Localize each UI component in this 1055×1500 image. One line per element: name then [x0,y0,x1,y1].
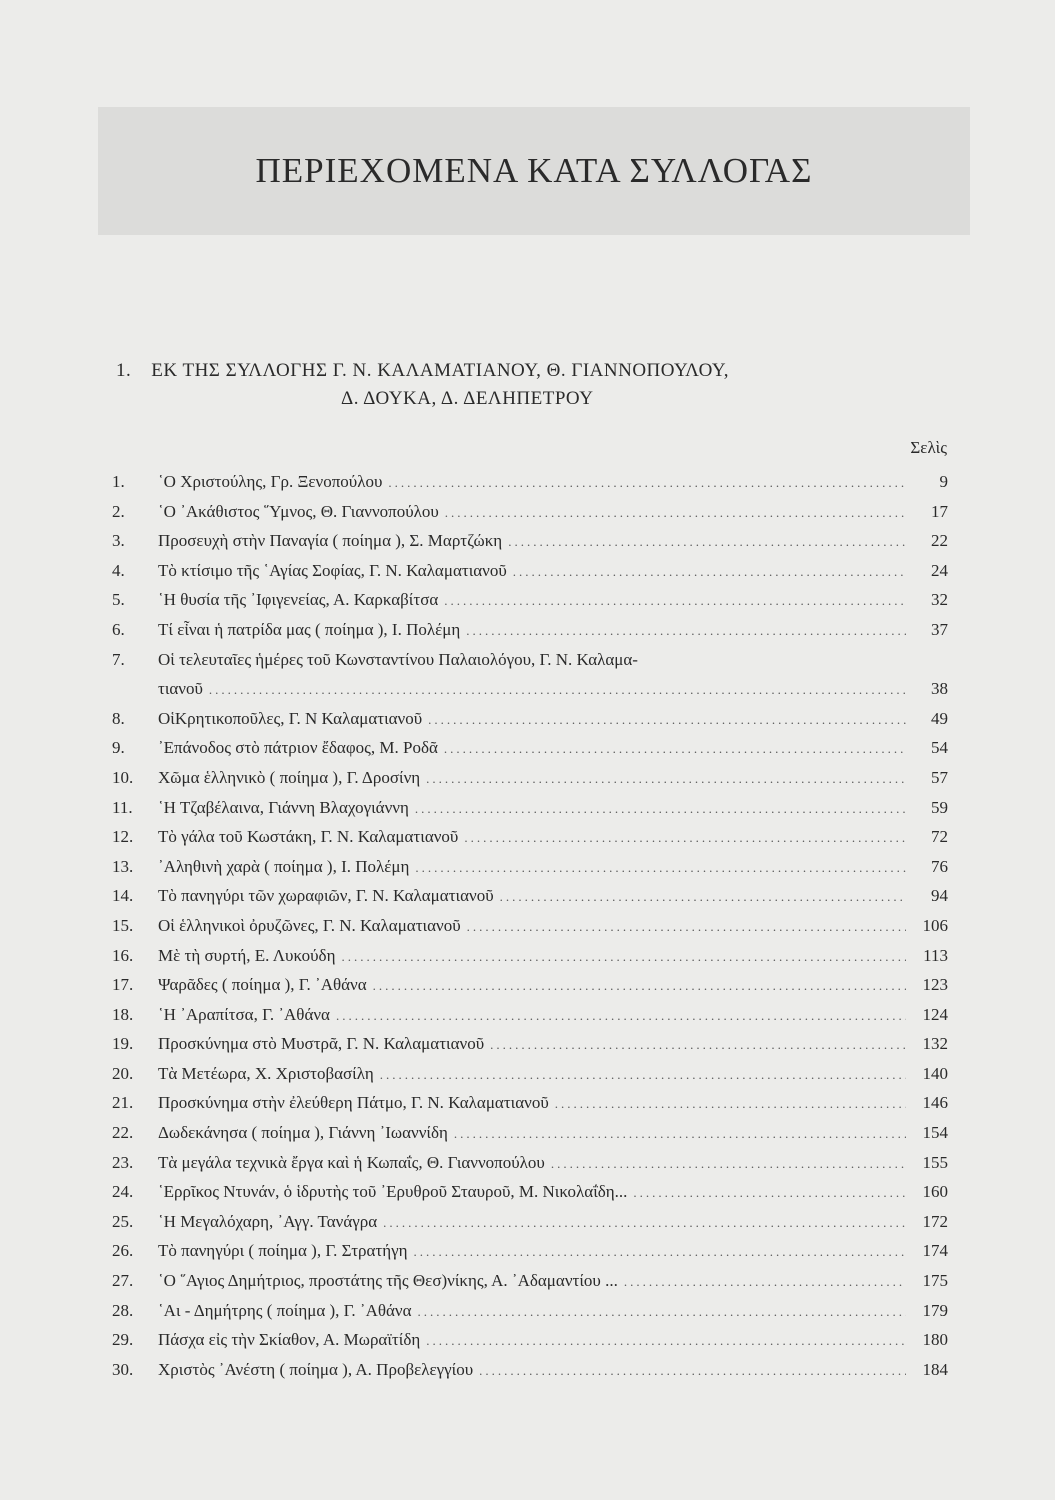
toc-entry-title: Τὸ γάλα τοῦ Κωστάκη, Γ. Ν. Καλαματιανοῦ [158,827,459,847]
toc-entry-page: 22 [931,531,948,551]
toc-entry-page: 174 [922,1241,948,1261]
toc-entry [112,1355,948,1385]
toc-entry-number: 14. [112,886,134,906]
toc-entry [112,852,948,882]
toc-entry [112,911,948,941]
toc-entry [112,1059,948,1089]
toc-entry-title: ῾Ο ᾿Ακάθιστος ῞Υμνος, Θ. Γιαννοπούλου [158,501,439,521]
dot-leader [466,616,906,646]
toc-entry-title-continued: τιανοῦ [158,679,203,699]
toc-entry-page: 9 [939,472,948,491]
dot-leader [479,1356,906,1386]
toc-entry-number: 21. [112,1093,134,1113]
toc-entry [112,1088,948,1118]
toc-entry-number: 24. [112,1182,134,1202]
toc-entry-number: 17. [112,975,134,995]
toc-entry-page: 132 [922,1034,948,1054]
toc-entry-page: 175 [922,1271,948,1291]
dot-leader [454,1119,906,1149]
toc-entry-number: 1. [112,472,125,491]
toc-entry-number: 12. [112,827,134,847]
toc-entry-title: Χριστὸς ᾿Ανέστη ( ποίημα ), Α. Προβελεγγίου [158,1359,474,1379]
toc-entry-number: 27. [112,1271,134,1291]
toc-list [112,467,948,1384]
toc-entry-page: 146 [922,1093,948,1113]
dot-leader [464,823,906,853]
toc-entry [112,793,948,823]
toc-entry-title: ᾿Επάνοδος στὸ πάτριον ἔδαφος, Μ. Ροδᾶ [158,738,438,758]
toc-entry [112,881,948,911]
toc-entry-title: ῾Η θυσία τῆς ᾿Ιφιγενείας, Α. Καρκαβίτσα [158,590,439,610]
toc-entry-number: 11. [112,797,133,817]
toc-entry-title: ῾Ο ῞Αγιος Δημήτριος, προστάτης τῆς Θεσ)νίκης, Α. ᾿Αδαμαντίου ... [158,1271,618,1291]
toc-entry-title: Χῶμα ἑλληνικὸ ( ποίημα ), Γ. Δροσίνη [158,767,421,787]
toc-entry [112,733,948,763]
toc-entry-title: Οἱ τελευταῖες ἡμέρες τοῦ Κωνσταντίνου Παλαιολόγου, Γ. Ν. Καλαμα- [158,649,638,669]
toc-entry-continuation [112,674,948,704]
dot-leader [373,971,906,1001]
toc-entry-page: 123 [922,975,948,995]
toc-entry-number: 18. [112,1004,134,1024]
toc-entry-number: 8. [112,708,125,728]
toc-entry [112,1296,948,1326]
toc-entry-page: 38 [931,679,948,699]
dot-leader [428,705,906,735]
toc-entry [112,497,948,527]
toc-entry-title: ῾Η ᾿Αραπίτσα, Γ. ᾿Αθάνα [158,1004,330,1024]
toc-entry-number: 15. [112,915,134,935]
toc-entry-title: Τὸ πανηγύρι τῶν χωραφιῶν, Γ. Ν. Καλαματιανοῦ [158,886,494,906]
toc-entry-number: 9. [112,738,125,758]
dot-leader [444,734,906,764]
toc-entry-number: 30. [112,1359,134,1379]
toc-entry [112,1000,948,1030]
toc-entry-page: 54 [931,738,948,758]
toc-entry-number: 16. [112,945,134,965]
toc-entry [112,645,948,675]
dot-leader [383,1208,906,1238]
toc-entry-page: 57 [931,767,948,787]
toc-entry [112,1148,948,1178]
toc-entry-page: 160 [922,1182,948,1202]
toc-entry-title: ῾Η Τζαβέλαινα, Γιάννη Βλαχογιάννη [158,797,409,817]
toc-entry-title: Δωδεκάνησα ( ποίημα ), Γιάννη ᾿Ιωαννίδη [158,1123,448,1143]
toc-entry-title: Προσευχὴ στὴν Παναγία ( ποίημα ), Σ. Μαρτζώκη [158,531,503,551]
toc-entry-number: 10. [112,767,134,787]
dot-leader [388,468,906,498]
dot-leader [415,794,906,824]
toc-entry-page: 124 [922,1004,948,1024]
dot-leader [418,1297,906,1327]
toc-entry-page: 154 [922,1123,948,1143]
toc-entry-title: ῾Ερρῖκος Ντυνάν, ὁ ἱδρυτὴς τοῦ ᾿Ερυθροῦ Σταυροῦ, Μ. Νικολαΐδη... [158,1182,628,1202]
dot-leader [555,1089,906,1119]
dot-leader [500,882,906,912]
toc-entry-title: ῾Η Μεγαλόχαρη, ᾿Αγγ. Τανάγρα [158,1211,378,1231]
toc-entry-page: 24 [931,560,948,580]
toc-entry-page: 179 [922,1300,948,1320]
toc-entry-page: 72 [931,827,948,847]
section-heading-line2: Δ. ΔΟΥΚΑ, Δ. ΔΕΛΗΠΕΤΡΟΥ [341,388,594,409]
toc-entry-title: ῾Ο Χριστούλης, Γρ. Ξενοπούλου [158,472,383,491]
toc-entry-page: 49 [931,708,948,728]
toc-entry [112,556,948,586]
toc-entry-page: 32 [931,590,948,610]
toc-entry-title: Τὰ μεγάλα τεχνικὰ ἔργα καὶ ἡ Κωπαΐς, Θ. Γιαννοπούλου [158,1152,545,1172]
toc-entry-number: 4. [112,560,125,580]
section-heading-line1: ΕΚ ΤΗΣ ΣΥΛΛΟΓΗΣ Γ. Ν. ΚΑΛΑΜΑΤΙΑΝΟΥ, Θ. ΓΙΑΝΝΟΠΟΥΛΟΥ, [151,360,729,381]
dot-leader [341,942,906,972]
toc-entry-page: 180 [922,1330,948,1350]
section-number: 1. [116,360,132,381]
toc-entry-number: 6. [112,619,125,639]
toc-entry [112,1325,948,1355]
toc-entry [112,763,948,793]
toc-entry-page: 17 [931,501,948,521]
toc-entry-page: 37 [931,619,948,639]
toc-entry-page: 155 [922,1152,948,1172]
toc-entry-page: 140 [922,1063,948,1083]
toc-entry-title: Τί εἶναι ἡ πατρίδα μας ( ποίημα ), Ι. Πολέμη [158,619,461,639]
toc-entry-title: ᾿Αληθινὴ χαρὰ ( ποίημα ), Ι. Πολέμη [158,856,410,876]
toc-entry-page: 113 [923,945,948,965]
dot-leader [624,1267,906,1297]
toc-entry [112,585,948,615]
toc-entry-number: 28. [112,1300,134,1320]
page-column-label: Σελὶς [910,438,947,457]
toc-entry-title: Μὲ τὴ συρτή, Ε. Λυκούδη [158,945,336,965]
toc-entry-number: 19. [112,1034,134,1054]
dot-leader [551,1149,906,1179]
toc-entry-number: 3. [112,531,125,551]
toc-entry-title: Προσκύνημα στὴν ἐλεύθερη Πάτμο, Γ. Ν. Καλαματιανοῦ [158,1093,549,1113]
dot-leader [490,1030,906,1060]
dot-leader [633,1178,906,1208]
toc-entry-title: Προσκύνημα στὸ Μυστρᾶ, Γ. Ν. Καλαματιανοῦ [158,1034,485,1054]
toc-entry [112,970,948,1000]
toc-entry-number: 2. [112,501,125,521]
dot-leader [508,527,906,557]
toc-entry-number: 22. [112,1123,134,1143]
dot-leader [415,853,906,883]
title-band [98,107,970,235]
toc-entry [112,704,948,734]
toc-entry [112,1266,948,1296]
toc-entry-page: 76 [931,856,948,876]
toc-entry-title: Τὸ πανηγύρι ( ποίημα ), Γ. Στρατήγη [158,1241,408,1261]
toc-entry-page: 184 [922,1359,948,1379]
toc-entry [112,467,948,497]
dot-leader [513,557,906,587]
toc-entry-number: 29. [112,1330,134,1350]
toc-entry [112,1177,948,1207]
dot-leader [414,1237,906,1267]
toc-entry-title: Τὰ Μετέωρα, Χ. Χριστοβασίλη [158,1063,374,1083]
toc-entry-number: 25. [112,1211,134,1231]
toc-entry-title: Τὸ κτίσιμο τῆς ῾Αγίας Σοφίας, Γ. Ν. Καλαματιανοῦ [158,560,507,580]
toc-entry-page: 59 [931,797,948,817]
toc-entry-page: 94 [931,886,948,906]
toc-entry [112,941,948,971]
section-heading [116,357,956,413]
toc-entry-page: 172 [922,1211,948,1231]
dot-leader [380,1060,906,1090]
toc-entry [112,615,948,645]
dot-leader [467,912,906,942]
dot-leader [445,498,906,528]
toc-entry-number: 7. [112,649,125,669]
toc-entry-number: 13. [112,856,134,876]
dot-leader [426,764,906,794]
toc-entry-page: 106 [922,915,948,935]
toc-entry [112,1236,948,1266]
toc-entry-title: ΟἱΚρητικοποῦλες, Γ. Ν Καλαματιανοῦ [158,708,423,728]
toc-entry [112,822,948,852]
toc-entry-number: 23. [112,1152,134,1172]
dot-leader [426,1326,906,1356]
toc-entry-number: 5. [112,590,125,610]
toc-entry-title: Οἱ ἑλληνικοὶ ὀρυζῶνες, Γ. Ν. Καλαματιανοῦ [158,915,461,935]
toc-entry-number: 26. [112,1241,134,1261]
toc-entry [112,1207,948,1237]
toc-entry-number: 20. [112,1063,134,1083]
toc-entry [112,1118,948,1148]
toc-entry-title: Πάσχα εἰς τὴν Σκίαθον, Α. Μωραϊτίδη [158,1330,421,1350]
dot-leader [336,1001,906,1031]
dot-leader [209,675,906,705]
page-title: ΠΕΡΙΕΧΟΜΕΝΑ ΚΑΤΑ ΣΥΛΛΟΓΑΣ [255,151,813,190]
dot-leader [444,586,906,616]
toc-entry-title: ῾Αι - Δημήτρης ( ποίημα ), Γ. ᾿Αθάνα [158,1300,412,1320]
toc-entry [112,526,948,556]
toc-entry-title: Ψαρᾶδες ( ποίημα ), Γ. ᾿Αθάνα [158,975,367,995]
toc-entry [112,1029,948,1059]
